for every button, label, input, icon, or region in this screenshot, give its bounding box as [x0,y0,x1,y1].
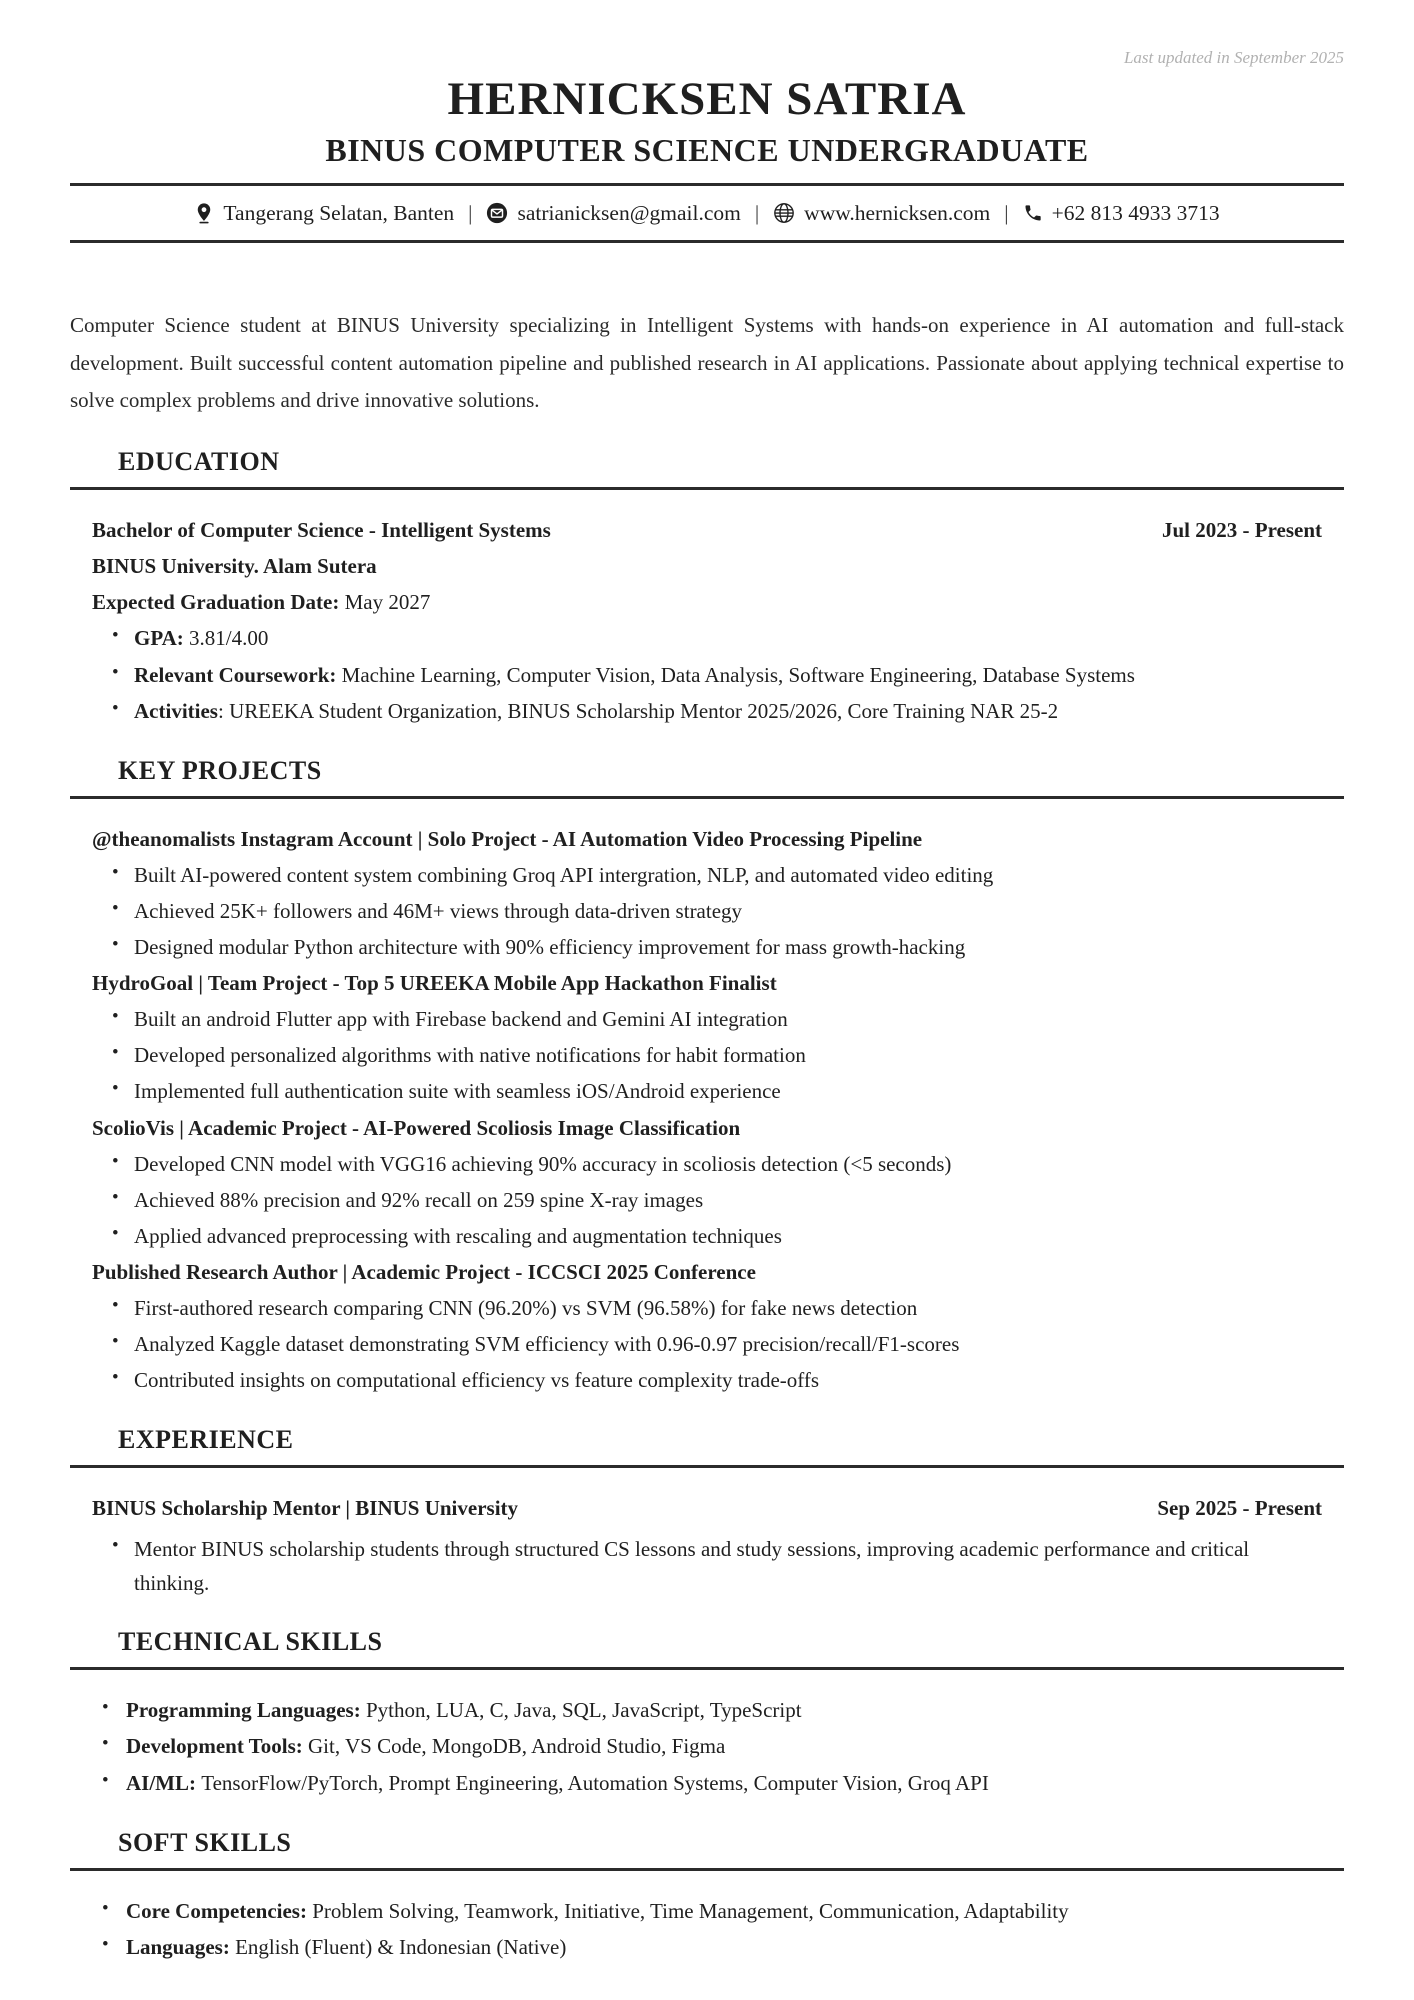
list-item [92,1765,1322,1801]
section-rule [70,1868,1344,1871]
bullet-dot: • [102,1897,109,1919]
bullet-text: Mentor BINUS scholarship students through structured CS lessons and study sessions, improving academic performance and critical thinking. [134,1537,1250,1596]
section-heading-experience: EXPERIENCE [118,1425,294,1455]
list-item [92,1073,1322,1109]
projects-body [70,821,1344,1399]
experience-role: BINUS Scholarship Mentor | BINUS University [92,1496,519,1521]
bullet-text: Developed CNN model with VGG16 achieving 90% accuracy in scoliosis detection (<5 seconds) [134,1151,952,1176]
section-rule [70,1667,1344,1670]
education-bullets [92,620,1322,728]
list-item [92,893,1322,929]
list-item [92,857,1322,893]
section-heading-soft-skills: SOFT SKILLS [118,1827,292,1857]
education-graduation-value: May 2027 [344,590,431,615]
contact-separator: | [754,200,760,225]
education-school: BINUS University. Alam Sutera [92,554,377,579]
bullet-text: Relevant Coursework: Machine Learning, Computer Vision, Data Analysis, Software Engineering, Database Systems [134,662,1135,687]
candidate-name: HERNICKSEN SATRIA [447,73,967,125]
list-item [92,1218,1322,1254]
bullet-text: Applied advanced preprocessing with rescaling and augmentation techniques [134,1223,782,1248]
contact-email[interactable] [486,199,740,227]
list-item [92,1929,1322,1965]
contact-separator: | [1004,200,1009,225]
section-rule [70,487,1344,490]
technical-skills-body [70,1692,1344,1800]
bullet-text: Analyzed Kaggle dataset demonstrating SVM efficiency with 0.96-0.97 precision/recall/F1-scores [134,1332,960,1357]
bullet-dot: • [112,697,119,719]
phone-icon [1023,203,1043,223]
list-item [92,1037,1322,1073]
bullet-text: Achieved 88% precision and 92% recall on 259 spine X-ray images [134,1187,704,1212]
contact-phone-text: +62 813 4933 3713 [1051,200,1220,225]
bullet-dot: • [112,1331,119,1353]
bullet-text: Programming Languages: Python, LUA, C, Java, SQL, JavaScript, TypeScript [126,1698,802,1723]
list-item [92,1530,1322,1600]
education-degree: Bachelor of Computer Science - Intelligent Systems [92,518,551,543]
list-item [92,1182,1322,1218]
bullet-dot: • [112,1367,119,1389]
bullet-text: Designed modular Python architecture with 90% efficiency improvement for mass growth-hacking [134,935,966,959]
contact-location-text: Tangerang Selatan, Banten [223,200,455,225]
bullet-text: AI/ML: TensorFlow/PyTorch, Prompt Engineering, Automation Systems, Computer Vision, Groq API [126,1770,989,1795]
bullet-dot: • [112,661,119,683]
globe-icon [773,202,795,224]
education-title-row [92,512,1322,548]
section-rule [70,1465,1344,1468]
bullet-dot: • [112,897,119,919]
bullet-text: Built AI-powered content system combining Groq API intergration, NLP, and automated video editing [134,862,994,887]
bullet-dot: • [112,861,119,883]
project-title: HydroGoal | Team Project - Top 5 UREEKA Mobile App Hackathon Finalist [92,971,777,996]
project-item [92,965,1322,1109]
experience-dates: Sep 2025 - Present [1157,1496,1322,1521]
project-title: @theanomalists Instagram Account | Solo Project - AI Automation Video Processing Pipeline [92,826,923,851]
bullet-dot: • [112,1006,119,1028]
education-body [70,512,1344,729]
bullet-text: Activities: UREEKA Student Organization, BINUS Scholarship Mentor 2025/2026, Core Training NAR 25-2 [134,698,1059,723]
experience-title-row [92,1490,1322,1526]
contact-email-text[interactable]: satrianicksen@gmail.com [517,200,741,225]
bullet-dot: • [112,934,119,955]
project-title: Published Research Author | Academic Project - ICCSCI 2025 Conference [92,1259,756,1284]
contact-location [194,199,454,227]
bullet-dot: • [102,1697,109,1719]
bullet-dot: • [112,1535,119,1557]
contact-website-text[interactable]: www.hernicksen.com [804,200,991,225]
contact-phone [1023,199,1220,227]
section-soft-skills [70,1828,1344,1965]
list-item [92,929,1322,965]
bullet-text: Developed personalized algorithms with native notifications for habit formation [134,1043,806,1068]
bullet-dot: • [112,625,119,647]
section-heading-technical-skills: TECHNICAL SKILLS [118,1627,383,1657]
list-item [92,1001,1322,1037]
section-heading-key-projects: KEY PROJECTS [118,755,322,785]
list-item [92,1362,1322,1398]
bullet-dot: • [102,1933,109,1955]
bullet-text: First-authored research comparing CNN (96.20%) vs SVM (96.58%) for fake news detection [134,1296,918,1321]
bullet-text: Built an android Flutter app with Firebase backend and Gemini AI integration [134,1007,788,1032]
list-item [92,657,1322,693]
bullet-text: Achieved 25K+ followers and 46M+ views through data-driven strategy [134,898,743,923]
bullet-dot: • [112,1078,119,1100]
list-item [92,693,1322,729]
bullet-text: Core Competencies: Problem Solving, Teamwork, Initiative, Time Management, Communication, Adaptability [126,1898,1069,1923]
soft-skills-body [70,1893,1344,1965]
section-experience [70,1425,1344,1600]
contact-separator: | [468,200,473,225]
section-rule [70,796,1344,799]
bullet-text: Implemented full authentication suite with seamless iOS/Android experience [134,1079,781,1104]
education-dates: Jul 2023 - Present [1161,518,1322,543]
project-title: ScolioVis | Academic Project - AI-Powered Scoliosis Image Classification [92,1115,741,1140]
experience-body [70,1490,1344,1600]
bullet-text: Development Tools: Git, VS Code, MongoDB, Android Studio, Figma [126,1734,726,1759]
bullet-text: Languages: English (Fluent) & Indonesian (Native) [126,1934,567,1959]
last-updated-note: Last updated in September 2025 [1123,48,1344,67]
project-item [92,1254,1322,1398]
bullet-dot: • [112,1186,119,1208]
candidate-headline: BINUS COMPUTER SCIENCE UNDERGRADUATE [325,132,1089,169]
contact-website[interactable] [773,199,990,227]
list-item [92,1893,1322,1929]
list-item [92,1146,1322,1182]
project-item [92,1110,1322,1254]
location-pin-icon [194,202,214,224]
experience-bullets [92,1530,1322,1600]
section-education [70,447,1344,729]
bullet-dot: • [102,1733,109,1755]
bullet-text: GPA: 3.81/4.00 [134,626,269,651]
bullet-text: Contributed insights on computational efficiency vs feature complexity trade-offs [134,1368,820,1393]
bullet-dot: • [112,1042,119,1064]
list-item [92,1728,1322,1764]
contact-bar [70,183,1344,243]
list-item [92,620,1322,656]
education-graduation-label: Expected Graduation Date: [92,590,345,615]
bullet-dot: • [112,1222,119,1244]
bullet-dot: • [112,1150,119,1172]
education-graduation [92,584,1322,620]
list-item [92,1692,1322,1728]
section-technical-skills [70,1627,1344,1800]
list-item [92,1290,1322,1326]
section-key-projects [70,756,1344,1399]
section-heading-education: EDUCATION [118,447,280,477]
bullet-dot: • [112,1295,119,1317]
profile-summary: Computer Science student at BINUS University specializing in Intelligent Systems with hands-on experience in AI automation and full-stack development. Built successful content automation pipeline and published research in AI applications. Passionate about applying technical expertise to solve complex problems and drive innovative solutions. [70,312,1344,413]
project-item [92,821,1322,965]
email-icon [486,202,508,224]
list-item [92,1326,1322,1362]
bullet-dot: • [102,1769,109,1791]
